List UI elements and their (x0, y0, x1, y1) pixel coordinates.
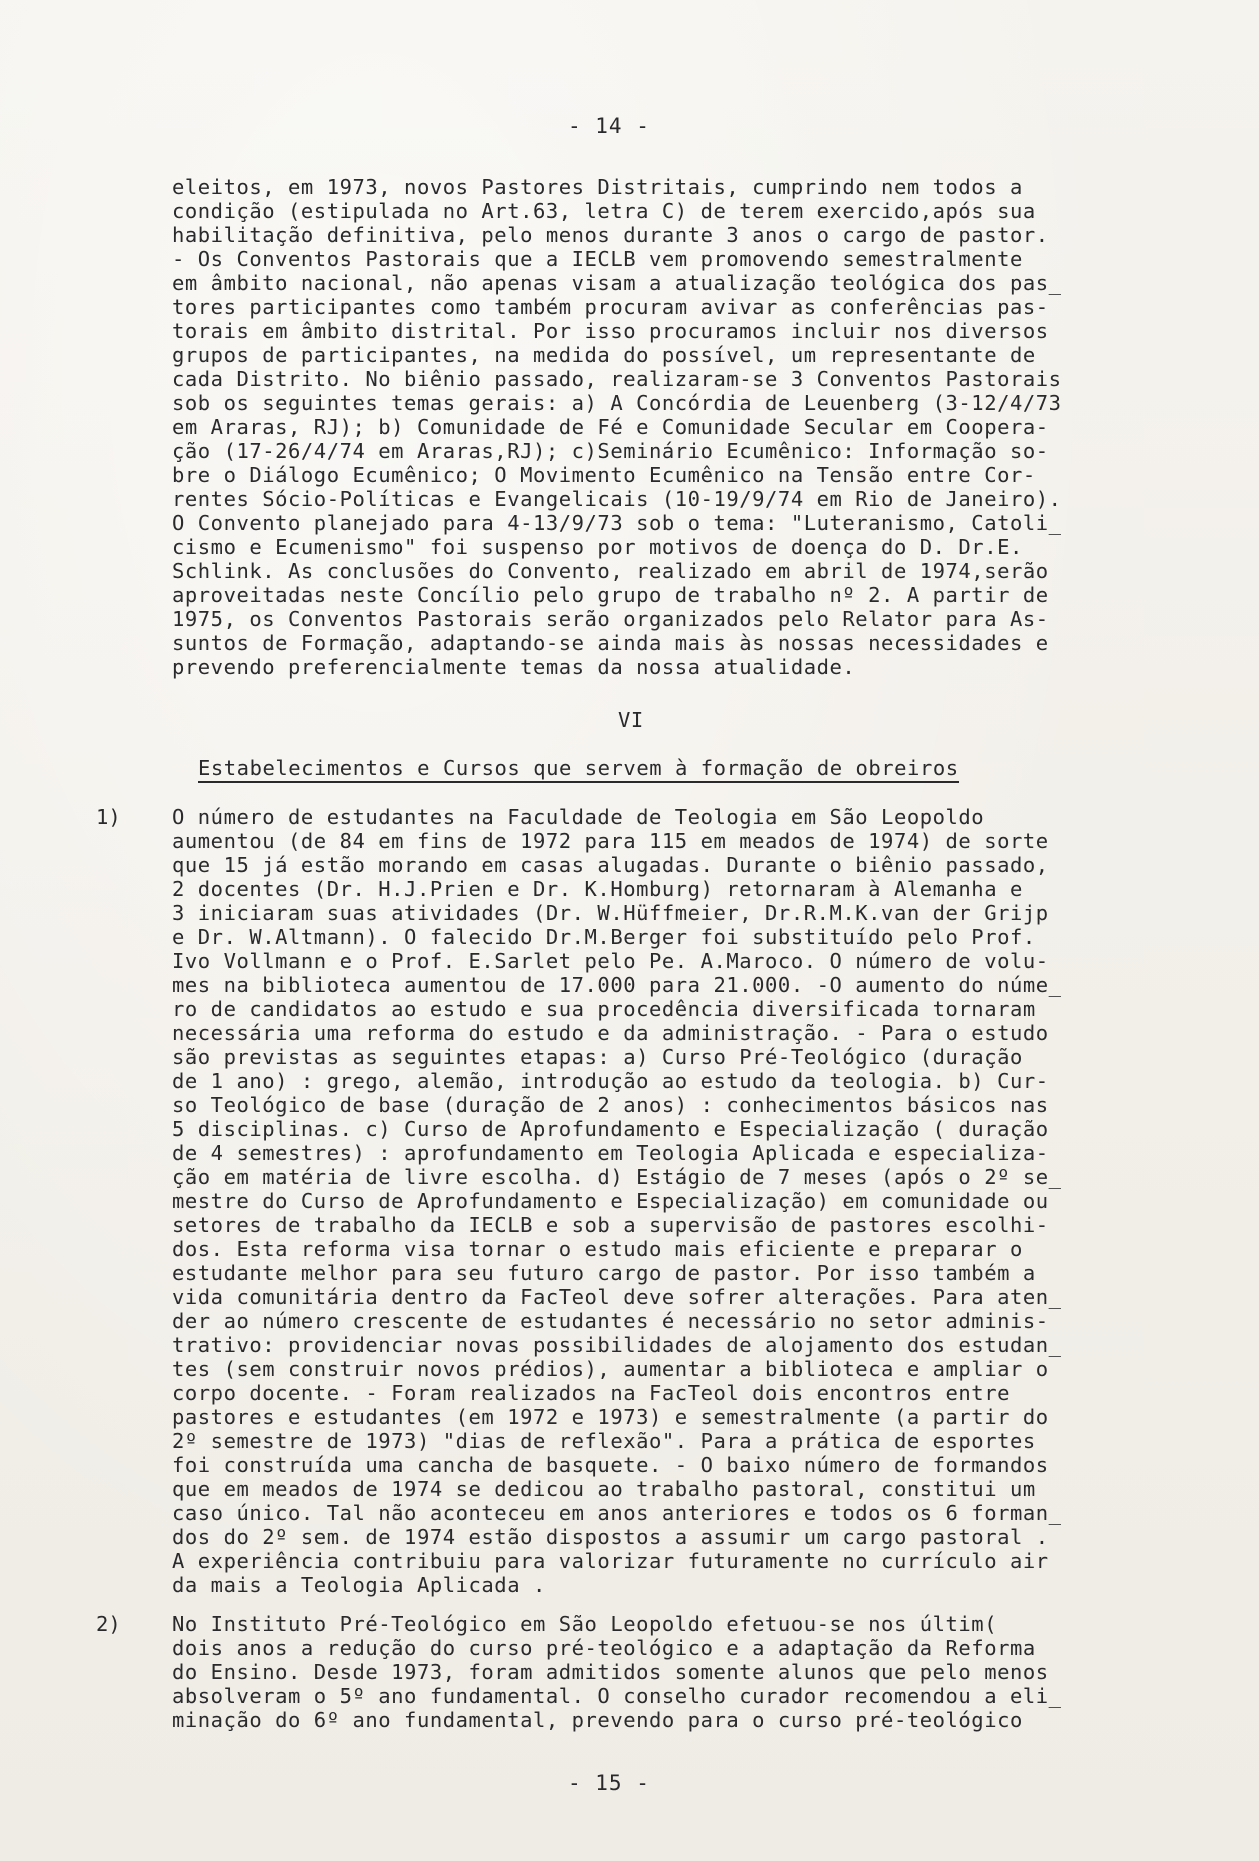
text-line: 2º semestre de 1973) "dias de reflexão". Para a prática de esportes (172, 1429, 1036, 1453)
text-line: O número de estudantes na Faculdade de Teologia em São Leopoldo (172, 805, 985, 829)
text-line: em Araras, RJ); b) Comunidade de Fé e Comunidade Secular em Coopera- (172, 415, 1049, 439)
text-line: 1975, os Conventos Pastorais serão organizados pelo Relator para As- (172, 607, 1049, 631)
item-marker-2: 2) (96, 1612, 121, 1636)
text-line: aumentou (de 84 em fins de 1972 para 115 em meados de 1974) de sorte (172, 829, 1049, 853)
top-page-number: - 14 - (568, 114, 650, 138)
text-line: necessária uma reforma do estudo e da administração. - Para o estudo (172, 1021, 1049, 1045)
text-line: absolveram o 5º ano fundamental. O conselho curador recomendou a eli_ (172, 1684, 1062, 1708)
text-line: minação do 6º ano fundamental, prevendo para o curso pré-teológico (172, 1708, 1023, 1732)
text-line: setores de trabalho da IECLB e sob a supervisão de pastores escolhi- (172, 1213, 1049, 1237)
text-line: estudante melhor para seu futuro cargo de pastor. Por isso também a (172, 1261, 1036, 1285)
section-title: Estabelecimentos e Cursos que servem à formação de obreiros (198, 756, 959, 783)
text-line: que em meados de 1974 se dedicou ao trabalho pastoral, constitui um (172, 1477, 1036, 1501)
text-line: de 1 ano) : grego, alemão, introdução ao estudo da teologia. b) Cur- (172, 1069, 1049, 1093)
text-line: de 4 semestres) : aprofundamento em Teologia Aplicada e especializa- (172, 1141, 1049, 1165)
text-line: torais em âmbito distrital. Por isso procuramos incluir nos diversos (172, 319, 1049, 343)
text-line: prevendo preferencialmente temas da nossa atualidade. (172, 655, 856, 679)
text-line: dois anos a redução do curso pré-teológico e a adaptação da Reforma (172, 1636, 1036, 1660)
text-line: Schlink. As conclusões do Convento, realizado em abril de 1974,serão (172, 559, 1049, 583)
text-line: ção (17-26/4/74 em Araras,RJ); c)Seminário Ecumênico: Informação so- (172, 439, 1049, 463)
text-line: bre o Diálogo Ecumênico; O Movimento Ecumênico na Tensão entre Cor- (172, 463, 1036, 487)
text-line: suntos de Formação, adaptando-se ainda mais às nossas necessidades e (172, 631, 1049, 655)
text-line: O Convento planejado para 4-13/9/73 sob o tema: "Luteranismo, Catoli_ (172, 511, 1062, 535)
text-line: habilitação definitiva, pelo menos durante 3 anos o cargo de pastor. (172, 223, 1049, 247)
text-line: 2 docentes (Dr. H.J.Prien e Dr. K.Homburg) retornaram à Alemanha e (172, 877, 1023, 901)
text-line: tores participantes como também procuram avivar as conferências pas- (172, 295, 1049, 319)
text-line: dos do 2º sem. de 1974 estão dispostos a assumir um cargo pastoral . (172, 1525, 1049, 1549)
text-line: cada Distrito. No biênio passado, realizaram-se 3 Conventos Pastorais (172, 367, 1062, 391)
text-line: trativo: providenciar novas possibilidades de alojamento dos estudan_ (172, 1333, 1062, 1357)
text-line: No Instituto Pré-Teológico em São Leopoldo efetuou-se nos últim( (172, 1612, 998, 1636)
text-line: dos. Esta reforma visa tornar o estudo mais eficiente e preparar o (172, 1237, 1023, 1261)
text-line: 5 disciplinas. c) Curso de Aprofundamento e Especialização ( duração (172, 1117, 1049, 1141)
text-line: so Teológico de base (duração de 2 anos) : conhecimentos básicos nas (172, 1093, 1049, 1117)
text-line: Ivo Vollmann e o Prof. E.Sarlet pelo Pe. A.Maroco. O número de volu- (172, 949, 1049, 973)
text-line: cismo e Ecumenismo" foi suspenso por motivos de doença do D. Dr.E. (172, 535, 1023, 559)
bottom-page-number: - 15 - (568, 1771, 650, 1795)
text-line: rentes Sócio-Políticas e Evangelicais (10-19/9/74 em Rio de Janeiro). (172, 487, 1062, 511)
text-line: são previstas as seguintes etapas: a) Curso Pré-Teológico (duração (172, 1045, 1023, 1069)
text-line: A experiência contribuiu para valorizar futuramente no currículo air (172, 1549, 1049, 1573)
text-line: em âmbito nacional, não apenas visam a atualização teológica dos pas_ (172, 271, 1062, 295)
text-line: corpo docente. - Foram realizados na FacTeol dois encontros entre (172, 1381, 1010, 1405)
text-line: caso único. Tal não aconteceu em anos anteriores e todos os 6 forman_ (172, 1501, 1062, 1525)
text-line: - Os Conventos Pastorais que a IECLB vem promovendo semestralmente (172, 247, 1023, 271)
text-line: foi construída uma cancha de basquete. - O baixo número de formandos (172, 1453, 1049, 1477)
text-line: tes (sem construir novos prédios), aumentar a biblioteca e ampliar o (172, 1357, 1049, 1381)
item-marker-1: 1) (96, 805, 121, 829)
text-line: 3 iniciaram suas atividades (Dr. W.Hüffmeier, Dr.R.M.K.van der Grijp (172, 901, 1049, 925)
text-line: der ao número crescente de estudantes é necessário no setor adminis- (172, 1309, 1049, 1333)
text-line: do Ensino. Desde 1973, foram admitidos somente alunos que pelo menos (172, 1660, 1049, 1684)
text-line: da mais a Teologia Aplicada . (172, 1573, 546, 1597)
text-line: ção em matéria de livre escolha. d) Estágio de 7 meses (após o 2º se_ (172, 1165, 1062, 1189)
text-line: mestre do Curso de Aprofundamento e Especialização) em comunidade ou (172, 1189, 1049, 1213)
text-line: vida comunitária dentro da FacTeol deve sofrer alterações. Para aten_ (172, 1285, 1062, 1309)
section-numeral: VI (618, 708, 644, 732)
text-line: condição (estipulada no Art.63, letra C) de terem exercido,após sua (172, 199, 1036, 223)
text-line: e Dr. W.Altmann). O falecido Dr.M.Berger foi substituído pelo Prof. (172, 925, 1036, 949)
text-line: aproveitadas neste Concílio pelo grupo de trabalho nº 2. A partir de (172, 583, 1049, 607)
text-line: grupos de participantes, na medida do possível, um representante de (172, 343, 1036, 367)
text-line: sob os seguintes temas gerais: a) A Concórdia de Leuenberg (3-12/4/73 (172, 391, 1062, 415)
text-line: eleitos, em 1973, novos Pastores Distritais, cumprindo nem todos a (172, 175, 1023, 199)
text-line: pastores e estudantes (em 1972 e 1973) e semestralmente (a partir do (172, 1405, 1049, 1429)
text-line: que 15 já estão morando em casas alugadas. Durante o biênio passado, (172, 853, 1049, 877)
text-line: mes na biblioteca aumentou de 17.000 para 21.000. -O aumento do núme_ (172, 973, 1062, 997)
text-line: ro de candidatos ao estudo e sua procedência diversificada tornaram (172, 997, 1036, 1021)
